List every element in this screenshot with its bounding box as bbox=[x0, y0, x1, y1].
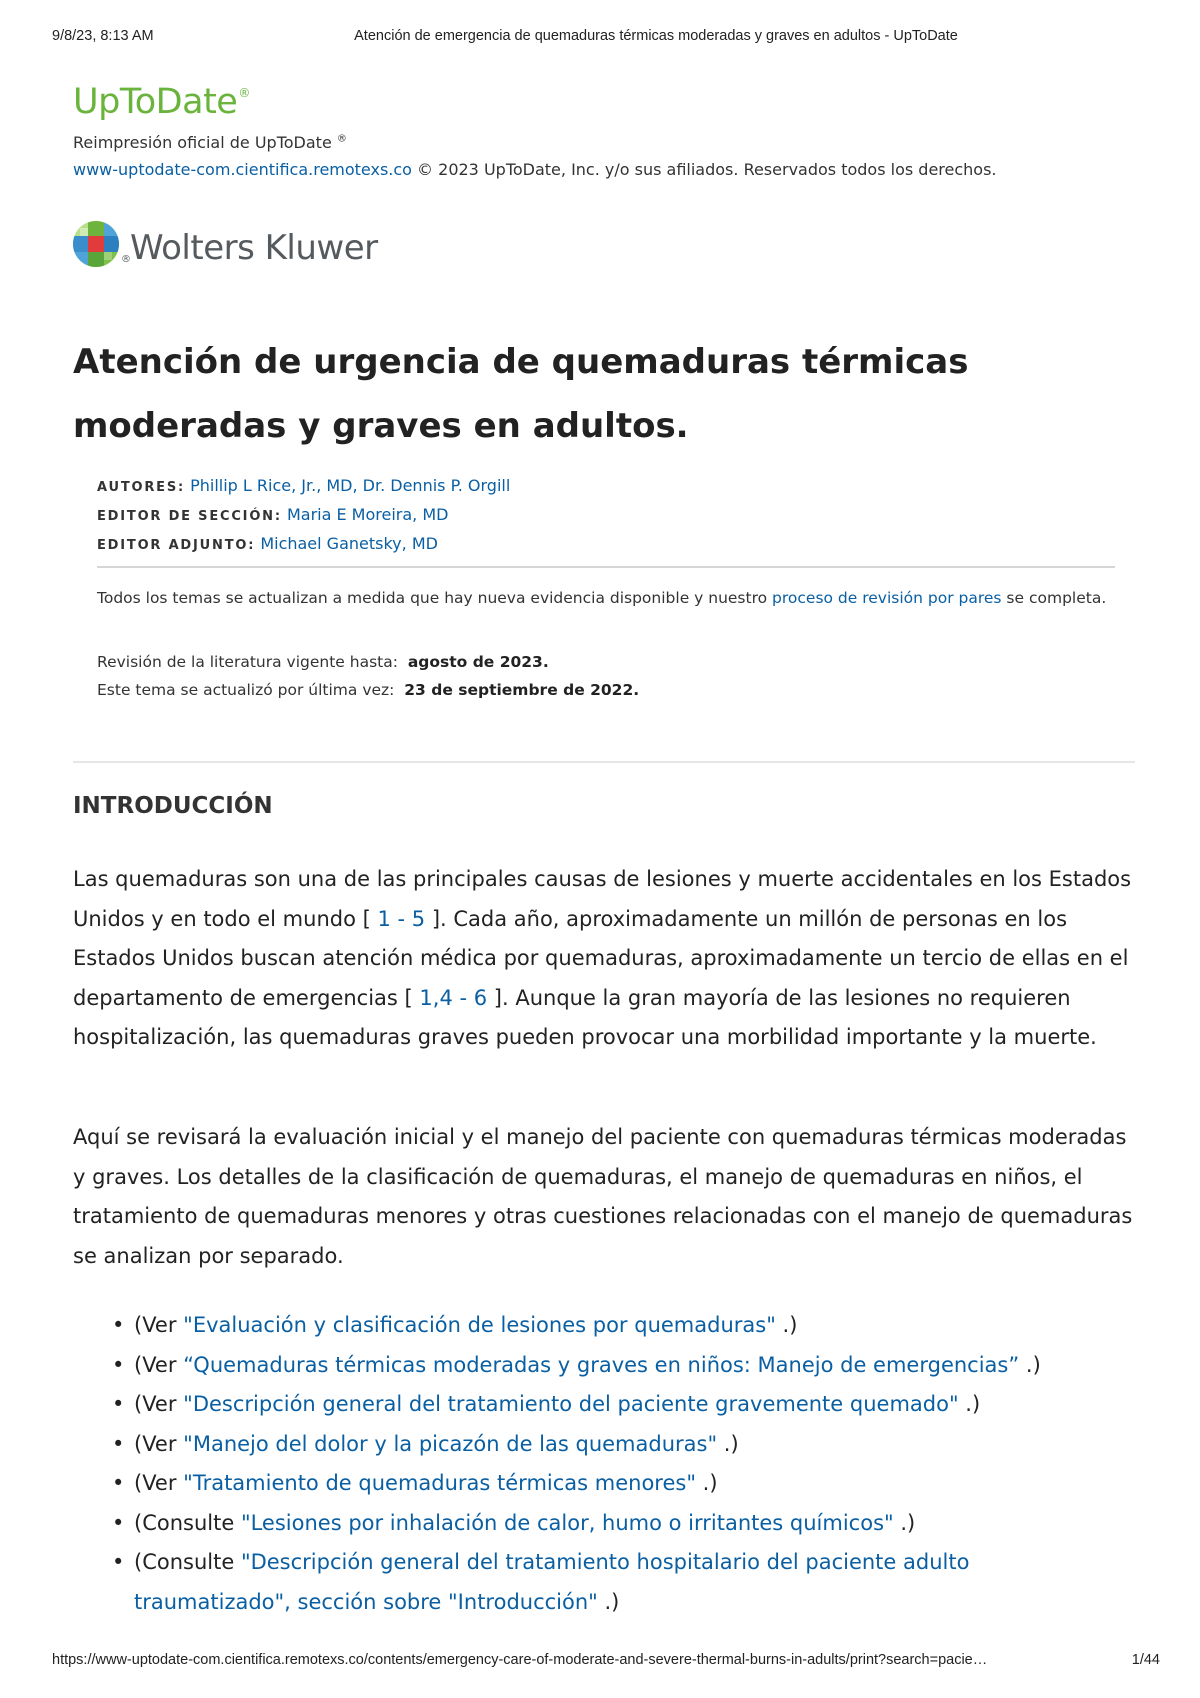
uptodate-logo[interactable] bbox=[73, 82, 249, 122]
bullet-icon: • bbox=[112, 1352, 125, 1377]
last-updated-label: Este tema se actualizó por última vez: bbox=[97, 681, 395, 699]
bullet-icon: • bbox=[112, 1550, 125, 1574]
section-editor-link[interactable]: Maria E Moreira, MD bbox=[286, 505, 449, 524]
authors-label: AUTORES: bbox=[97, 480, 185, 495]
article-title: Atención de urgencia de quemaduras térmicas moderadas y graves en adultos. bbox=[73, 342, 969, 446]
list-item bbox=[110, 1346, 1110, 1386]
update-note-end: se completa. bbox=[1001, 589, 1107, 607]
see-suffix: .) bbox=[597, 1589, 620, 1614]
section-editor-label: EDITOR DE SECCIÓN: bbox=[97, 509, 282, 524]
see-suffix: .) bbox=[717, 1431, 739, 1456]
see-prefix: (Ver bbox=[134, 1431, 184, 1456]
logo-registered-mark: ® bbox=[238, 86, 250, 100]
section-editor-row bbox=[97, 501, 510, 530]
list-item bbox=[110, 1385, 1110, 1425]
print-url: https://www-uptodate-com.cientifica.remotexs.co/contents/emergency-care-of-moderate-and-severe-thermal-burns-in-adults/print?search=pacie… bbox=[52, 1652, 988, 1668]
see-also-link[interactable]: "Lesiones por inhalación de calor, humo o irritantes químicos" bbox=[240, 1510, 894, 1535]
see-also-link[interactable]: "Evaluación y clasificación de lesiones por quemaduras" bbox=[183, 1313, 776, 1337]
list-item bbox=[110, 1543, 1110, 1622]
copyright-text: © 2023 UpToDate, Inc. y/o sus afiliados. Reservados todos los derechos. bbox=[411, 160, 997, 179]
publisher-name: Wolters Kluwer bbox=[130, 228, 378, 268]
bullet-icon: • bbox=[112, 1510, 125, 1535]
lit-review-label: Revisión de la literatura vigente hasta: bbox=[97, 653, 398, 671]
authors-link[interactable]: Phillip L Rice, Jr., MD, Dr. Dennis P. Orgill bbox=[190, 476, 511, 495]
intro-p1-text-b: ]. Cada año, aproximadamente un millón de personas en los Estados Unidos buscan atención médica por quemaduras, aproximadamente un tercio de ellas en el departamento de emergencias [ bbox=[73, 906, 1129, 1010]
deputy-editor-row bbox=[97, 530, 510, 559]
deputy-editor-label: EDITOR ADJUNTO: bbox=[97, 538, 256, 553]
reference-link[interactable]: 1 - 5 bbox=[377, 906, 426, 931]
lit-review-date: agosto de 2023. bbox=[407, 653, 549, 671]
article-credits bbox=[97, 472, 510, 559]
review-dates bbox=[97, 648, 639, 704]
reprint-text: Reimpresión oficial de UpToDate bbox=[73, 133, 332, 152]
page-number: 1/44 bbox=[1131, 1652, 1160, 1668]
list-item bbox=[110, 1306, 1110, 1346]
see-prefix: (Ver bbox=[134, 1392, 184, 1416]
see-suffix: .) bbox=[893, 1510, 916, 1535]
reprint-registered-mark: ® bbox=[336, 133, 347, 145]
site-link[interactable]: www-uptodate-com.cientifica.remotexs.co bbox=[73, 160, 412, 179]
bullet-icon: • bbox=[112, 1392, 125, 1416]
print-date: 9/8/23, 8:13 AM bbox=[52, 28, 154, 44]
intro-paragraph-1 bbox=[73, 860, 1143, 1058]
print-footer bbox=[52, 1652, 1160, 1674]
deputy-editor-link[interactable]: Michael Ganetsky, MD bbox=[260, 534, 438, 553]
section-divider bbox=[73, 761, 1135, 763]
authors-row bbox=[97, 472, 510, 501]
see-prefix: (Consulte bbox=[134, 1510, 241, 1535]
print-header bbox=[52, 28, 1160, 50]
see-prefix: (Ver bbox=[134, 1352, 184, 1377]
update-note-text: Todos los temas se actualizan a medida que hay nueva evidencia disponible y nuestro bbox=[97, 589, 773, 607]
see-also-link[interactable]: "Manejo del dolor y la picazón de las quemaduras" bbox=[183, 1431, 718, 1456]
intro-p1-text-a: Las quemaduras son una de las principales causas de lesiones y muerte accidentales en los Estados Unidos y en todo el mundo [ bbox=[73, 867, 1132, 931]
logo-text: UpToDate bbox=[73, 82, 238, 122]
publisher-registered-mark: ® bbox=[121, 254, 131, 265]
copyright-line bbox=[73, 160, 997, 179]
see-suffix: .) bbox=[775, 1313, 798, 1337]
print-page-title: Atención de emergencia de quemaduras térmicas moderadas y graves en adultos - UpToDate bbox=[354, 28, 958, 44]
see-also-link[interactable]: "Tratamiento de quemaduras térmicas menores" bbox=[183, 1471, 696, 1495]
list-item bbox=[110, 1504, 1110, 1544]
see-also-link[interactable]: “Quemaduras térmicas moderadas y graves en niños: Manejo de emergencias” bbox=[183, 1352, 1020, 1377]
update-note bbox=[97, 584, 1107, 612]
see-suffix: .) bbox=[958, 1392, 981, 1416]
intro-p1-text-c: ]. Aunque la gran mayoría de las lesiones no requieren hospitalización, las quemaduras graves pueden provocar una morbilidad importante y la muerte. bbox=[73, 985, 1097, 1049]
see-prefix: (Consulte bbox=[134, 1550, 241, 1574]
see-prefix: (Ver bbox=[134, 1313, 184, 1337]
reprint-notice bbox=[73, 133, 347, 152]
lit-review-row bbox=[97, 648, 639, 676]
wolters-kluwer-emblem-icon bbox=[72, 220, 120, 268]
intro-paragraph-2: Aquí se revisará la evaluación inicial y el manejo del paciente con quemaduras térmicas moderadas y graves. Los detalles de la clasificación de quemaduras, el manejo de quemaduras en niños, el tratamiento de quemaduras menores y otras cuestiones relacionadas con el manejo de quemaduras se analizan por separado. bbox=[73, 1125, 1133, 1268]
reference-link[interactable]: 1,4 - 6 bbox=[419, 985, 488, 1010]
list-item bbox=[110, 1464, 1110, 1504]
see-also-list bbox=[110, 1306, 1110, 1622]
see-prefix: (Ver bbox=[134, 1471, 184, 1495]
last-updated-date: 23 de septiembre de 2022. bbox=[404, 681, 640, 699]
last-updated-row bbox=[97, 676, 639, 704]
see-also-link[interactable]: "Descripción general del tratamiento hospitalario del paciente adulto traumatizado", sección sobre "Introducción" bbox=[134, 1550, 970, 1614]
see-suffix: .) bbox=[1019, 1352, 1041, 1377]
divider bbox=[97, 566, 1115, 568]
peer-review-link[interactable]: proceso de revisión por pares bbox=[772, 589, 1002, 607]
list-item bbox=[110, 1425, 1110, 1465]
see-also-link[interactable]: "Descripción general del tratamiento del paciente gravemente quemado" bbox=[183, 1392, 959, 1416]
see-suffix: .) bbox=[696, 1471, 718, 1495]
intro-heading: INTRODUCCIÓN bbox=[73, 793, 273, 819]
bullet-icon: • bbox=[112, 1313, 125, 1337]
bullet-icon: • bbox=[112, 1431, 125, 1456]
bullet-icon: • bbox=[112, 1471, 125, 1495]
